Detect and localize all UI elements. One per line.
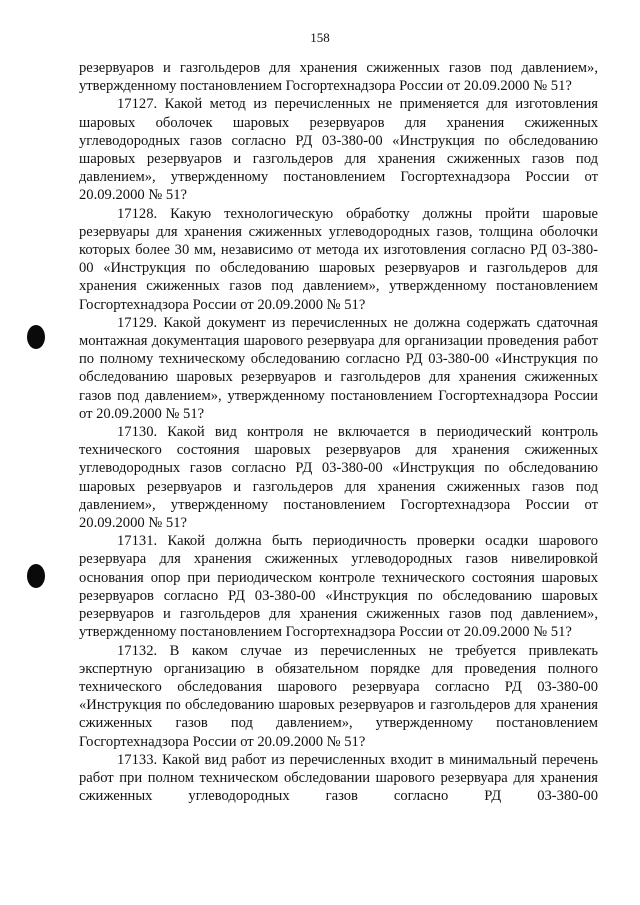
question-number: 17133. (117, 751, 158, 768)
question-text: Какой документ из перечисленных не должна содержать сдаточная монтажная документация шарового резервуара для организации проведения работ по полному техническому обследованию согласно РД 03-380-00 «Инструкция по обследованию шаровых резервуаров и газгольдеров для хранения сжиженных газов под давлением», утвержденному постановлением Госгортехнадзора России от 20.09.2000 № 51? (79, 314, 598, 422)
question-17130 (79, 423, 598, 532)
question-number: 17127. (117, 96, 158, 113)
punch-hole-icon (27, 564, 45, 588)
question-17129 (79, 314, 598, 423)
question-text: В каком случае из перечисленных не требуется привлекать экспертную организацию в обязательном порядке для проведения полного технического обследования шарового резервуара согласно РД 03-380-00 «Инструкция по обследованию шаровых резервуаров и газгольдеров для хранения сжиженных газов под давлением», утвержденному постановлением Госгортехнадзора России от 20.09.2000 № 51? (79, 642, 598, 750)
punch-hole-icon (27, 325, 45, 349)
question-text: Какую технологическую обработку должны пройти шаровые резервуары для хранения сжиженных углеводородных газов, толщина оболочки которых более 30 мм, независимо от метода их изготовления согласно РД 03-380-00 «Инструкция по обследованию шаровых резервуаров и газгольдеров для хранения сжиженных газов под давлением», утвержденному постановлением Госгортехнадзора России от 20.09.2000 № 51? (79, 205, 598, 313)
question-17133 (79, 751, 598, 806)
question-text: Какой вид контроля не включается в периодический контроль технического состояния шаровых резервуаров для хранения сжиженных углеводородных газов согласно РД 03-380-00 «Инструкция по обследованию шаровых резервуаров и газгольдеров для хранения сжиженных газов под давлением», утвержденному постановлением Госгортехнадзора России от 20.09.2000 № 51? (79, 424, 598, 532)
question-number: 17128. (117, 205, 158, 222)
question-number: 17132. (117, 642, 158, 659)
question-text: Какой метод из перечисленных не применяется для изготовления шаровых оболочек шаровых резервуаров для хранения сжиженных углеводородных газов согласно РД 03-380-00 «Инструкция по обследованию шаровых резервуаров и газгольдеров для хранения сжиженных газов под давлением», утвержденному постановлением Госгортехнадзора России от 20.09.2000 № 51? (79, 96, 598, 204)
question-number: 17131. (117, 533, 158, 550)
page-body (79, 59, 598, 805)
question-text: Какой должна быть периодичность проверки осадки шарового резервуара для хранения сжиженных углеводородных газов нивелировкой основания опор при периодическом контроле технического состояния шаровых резервуаров согласно РД 03-380-00 «Инструкция по обследованию шаровых резервуаров и газгольдеров для хранения сжиженных газов под давлением», утвержденному постановлением Госгортехнадзора России от 20.09.2000 № 51? (79, 533, 598, 641)
question-number: 17130. (117, 424, 158, 441)
page-number: 158 (310, 30, 330, 45)
question-17127 (79, 95, 598, 204)
question-17128 (79, 205, 598, 314)
question-number: 17129. (117, 314, 158, 331)
continuation-paragraph: резервуаров и газгольдеров для хранения сжиженных газов под давлением», утвержденному постановлением Госгортехнадзора России от 20.09.2000 № 51? (79, 60, 598, 95)
question-17132 (79, 642, 598, 751)
question-text: Какой вид работ из перечисленных входит в минимальный перечень работ при полном техническом обследовании шарового резервуара для хранения сжиженных углеводородных газов согласно РД 03-380-00 (79, 751, 598, 805)
question-17131 (79, 532, 598, 641)
